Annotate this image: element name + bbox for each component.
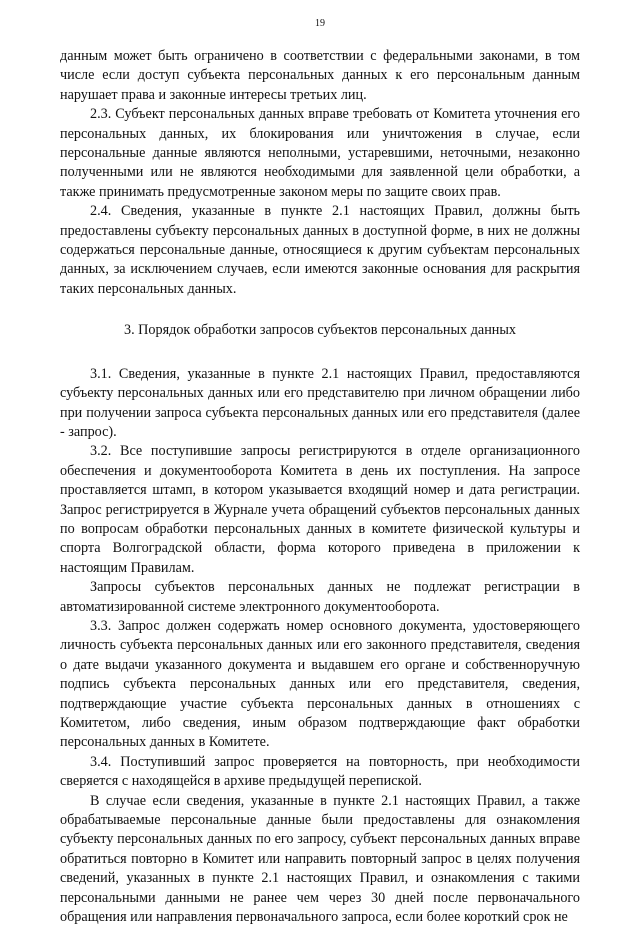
paragraph-3-1: 3.1. Сведения, указанные в пункте 2.1 настоящих Правил, предоставляются субъекту персональных данных или его представителю при личном обращении либо при получении запроса субъекта персональных данных или его представителя (далее - запрос). bbox=[60, 365, 580, 440]
paragraph-3-2: 3.2. Все поступившие запросы регистрируются в отделе организационного обеспечения и документооборота Комитета в день их поступления. На запросе проставляется штамп, в котором указывается входящий номер и дата регистрации. Запрос регистрируется в Журнале учета обращений субъектов персональных данных по вопросам обработки персональных данных в комитете физической культуры и спорта Волгоградской области, форма которого приведена в приложении к настоящим Правилам. bbox=[60, 443, 580, 576]
paragraph-requests-not-registered: Запросы субъектов персональных данных не подлежат регистрации в автоматизированной системе электронного документооборота. bbox=[60, 579, 580, 615]
paragraph-repeat-request: В случае если сведения, указанные в пункте 2.1 настоящих Правил, а также обрабатываемые персональные данные были предоставлены для ознакомления субъекту персональных данных по его запросу, субъект персональных данных вправе обратиться повторно в Комитет или направить повторный запрос в целях получения сведений, указанных в пункте 2.1 настоящих Правил, и ознакомления с такими персональными данными не ранее чем через 30 дней после первоначального обращения или направления первоначального запроса, если более короткий срок не bbox=[60, 792, 580, 926]
paragraph-3-3: 3.3. Запрос должен содержать номер основного документа, удостоверяющего личность субъекта персональных данных или его законного представителя, сведения о дате выдачи указанного документа и выдавшем его органе и собственноручную подпись субъекта персональных данных или его представителя, сведения, подтверждающие участие субъекта персональных данных в отношениях с Комитетом, либо сведения, иным образом подтверждающие факт обработки персональных данных в Комитете. bbox=[60, 617, 580, 751]
section-heading: 3. Порядок обработки запросов субъектов персональных данных bbox=[123, 322, 517, 339]
paragraph-3-4: 3.4. Поступивший запрос проверяется на повторность, при необходимости сверяется с находящейся в архиве предыдущей перепиской. bbox=[60, 753, 580, 790]
page-content bbox=[60, 47, 580, 927]
page-number: 19 bbox=[315, 18, 325, 29]
paragraph-continuation: данным может быть ограничено в соответствии с федеральными законами, в том числе если доступ субъекта персональных данных к его персональным данным нарушает права и законные интересы третьих лиц. bbox=[60, 48, 580, 103]
paragraph-2-4: 2.4. Сведения, указанные в пункте 2.1 настоящих Правил, должны быть предоставлены субъекту персональных данных в доступной форме, в них не должны содержаться персональные данные, относящиеся к другим субъектам персональных данных, за исключением случаев, если имеются законные основания для раскрытия таких персональных данных. bbox=[60, 203, 580, 297]
paragraph-2-3: 2.3. Субъект персональных данных вправе требовать от Комитета уточнения его персональных данных, их блокирования или уничтожения в случае, если персональные данные являются неполными, устаревшими, неточными, незаконно полученными или не являются необходимыми для заявленной цели обработки, а также принимать предусмотренные законом меры по защите своих прав. bbox=[60, 106, 580, 200]
